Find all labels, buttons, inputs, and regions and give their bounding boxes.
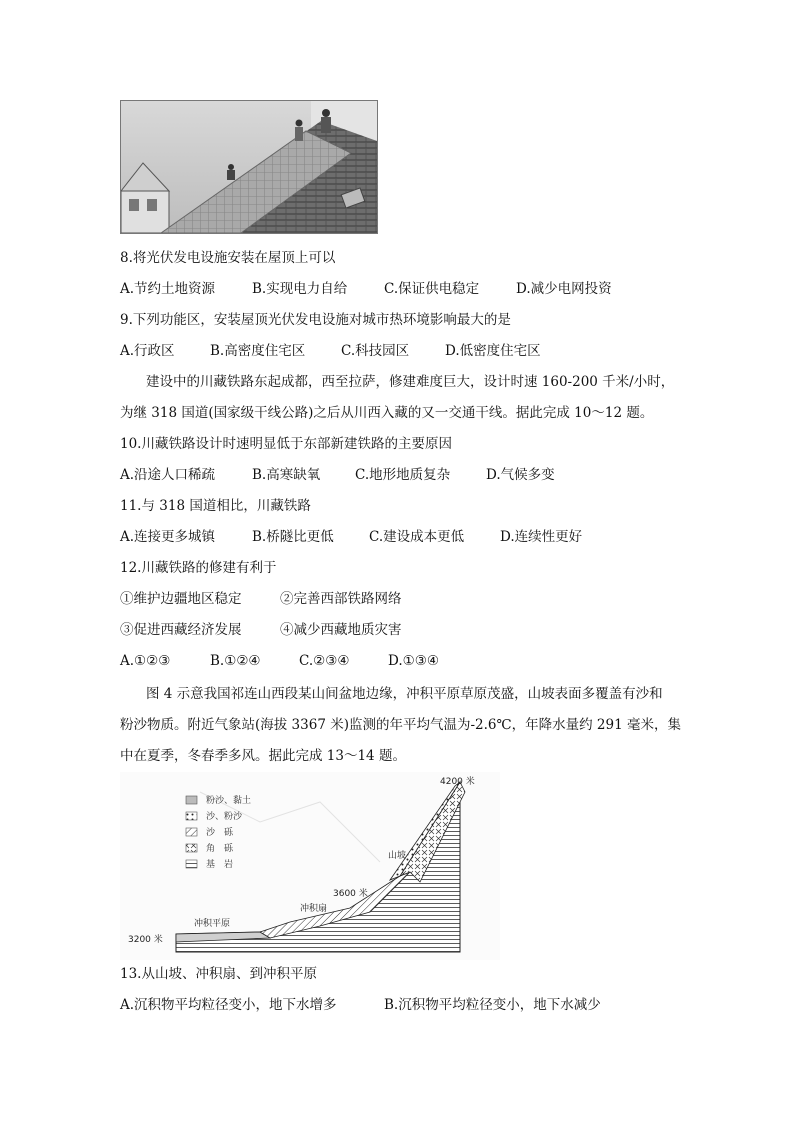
q12-option-d[interactable]: D.①③④: [388, 653, 439, 669]
q12-option-a[interactable]: A.①②③: [120, 653, 171, 669]
label-fan: 冲积扇: [300, 904, 328, 914]
cross-section-figure: [120, 772, 500, 960]
q11-option-d[interactable]: D.连续性更好: [500, 529, 583, 545]
q10-stem: 10.川藏铁路设计时速明显低于东部新建铁路的主要原因: [120, 436, 452, 452]
q12-item-3: ③促进西藏经济发展: [120, 622, 242, 638]
q11-option-a[interactable]: A.连接更多城镇: [120, 529, 216, 545]
q12-stem: 12.川藏铁路的修建有利于: [120, 560, 277, 576]
q10-option-a[interactable]: A.沿途人口稀疏: [120, 467, 216, 483]
rooftop-solar-illustration: [121, 101, 377, 233]
q8-option-a[interactable]: A.节约土地资源: [120, 281, 216, 297]
label-4200m: 4200 米: [440, 777, 475, 787]
legend-breccia: 角 砾: [206, 844, 234, 854]
label-slope: 山坡: [388, 851, 407, 861]
q8-stem: 8.将光伏发电设施安装在屋顶上可以: [120, 250, 336, 266]
q8-option-b[interactable]: B.实现电力自给: [252, 281, 348, 297]
rooftop-solar-photo: [120, 100, 378, 234]
q11-option-b[interactable]: B.桥隧比更低: [252, 529, 334, 545]
q9-option-b[interactable]: B.高密度住宅区: [210, 343, 306, 359]
legend-bedrock: 基 岩: [206, 860, 234, 870]
passage2-line3: 中在夏季，冬春季多风。据此完成 13～14 题。: [120, 748, 406, 764]
q8-option-d[interactable]: D.减少电网投资: [516, 281, 612, 297]
q11-stem: 11.与 318 国道相比，川藏铁路: [120, 498, 311, 514]
q9-option-d[interactable]: D.低密度住宅区: [445, 343, 541, 359]
q9-option-c[interactable]: C.科技园区: [341, 343, 410, 359]
passage2-line2: 粉沙物质。附近气象站(海拔 3367 米)监测的年平均气温为-2.6℃，年降水量约 291 毫米，集: [120, 717, 681, 733]
q10-option-d[interactable]: D.气候多变: [486, 467, 555, 483]
q11-option-c[interactable]: C.建设成本更低: [369, 529, 465, 545]
q13-option-b[interactable]: B.沉积物平均粒径变小，地下水减少: [384, 997, 601, 1013]
legend-sandy-gravel: 沙 砾: [206, 828, 234, 838]
legend-silt-clay: 粉沙、黏土: [206, 796, 252, 806]
cross-section-diagram: [120, 772, 500, 960]
q9-stem: 9.下列功能区，安装屋顶光伏发电设施对城市热环境影响最大的是: [120, 312, 511, 328]
q13-stem: 13.从山坡、冲积扇、到冲积平原: [120, 966, 317, 982]
q12-item-4: ④减少西藏地质灾害: [280, 622, 402, 638]
q9-option-a[interactable]: A.行政区: [120, 343, 175, 359]
passage1-line1: 建设中的川藏铁路东起成都，西至拉萨，修建难度巨大，设计时速 160-200 千米/小时，: [146, 374, 675, 390]
q10-option-c[interactable]: C.地形地质复杂: [355, 467, 451, 483]
q8-option-c[interactable]: C.保证供电稳定: [384, 281, 480, 297]
q13-option-a[interactable]: A.沉积物平均粒径变小，地下水增多: [120, 997, 337, 1013]
passage1-line2: 为继 318 国道(国家级干线公路)之后从川西入藏的又一交通干线。据此完成 10～12 题。: [120, 405, 654, 421]
passage2-line1: 图 4 示意我国祁连山西段某山间盆地边缘，冲积平原草原茂盛，山坡表面多覆盖有沙和: [146, 686, 663, 702]
legend-sand-silt: 沙、粉沙: [206, 812, 243, 822]
label-3200m: 3200 米: [128, 935, 163, 945]
q10-option-b[interactable]: B.高寒缺氧: [252, 467, 321, 483]
q12-item-2: ②完善西部铁路网络: [280, 591, 402, 607]
q12-option-c[interactable]: C.②③④: [299, 653, 350, 669]
label-plain: 冲积平原: [194, 919, 231, 929]
q12-option-b[interactable]: B.①②④: [210, 653, 261, 669]
label-3600m: 3600 米: [333, 889, 368, 899]
q12-item-1: ①维护边疆地区稳定: [120, 591, 242, 607]
